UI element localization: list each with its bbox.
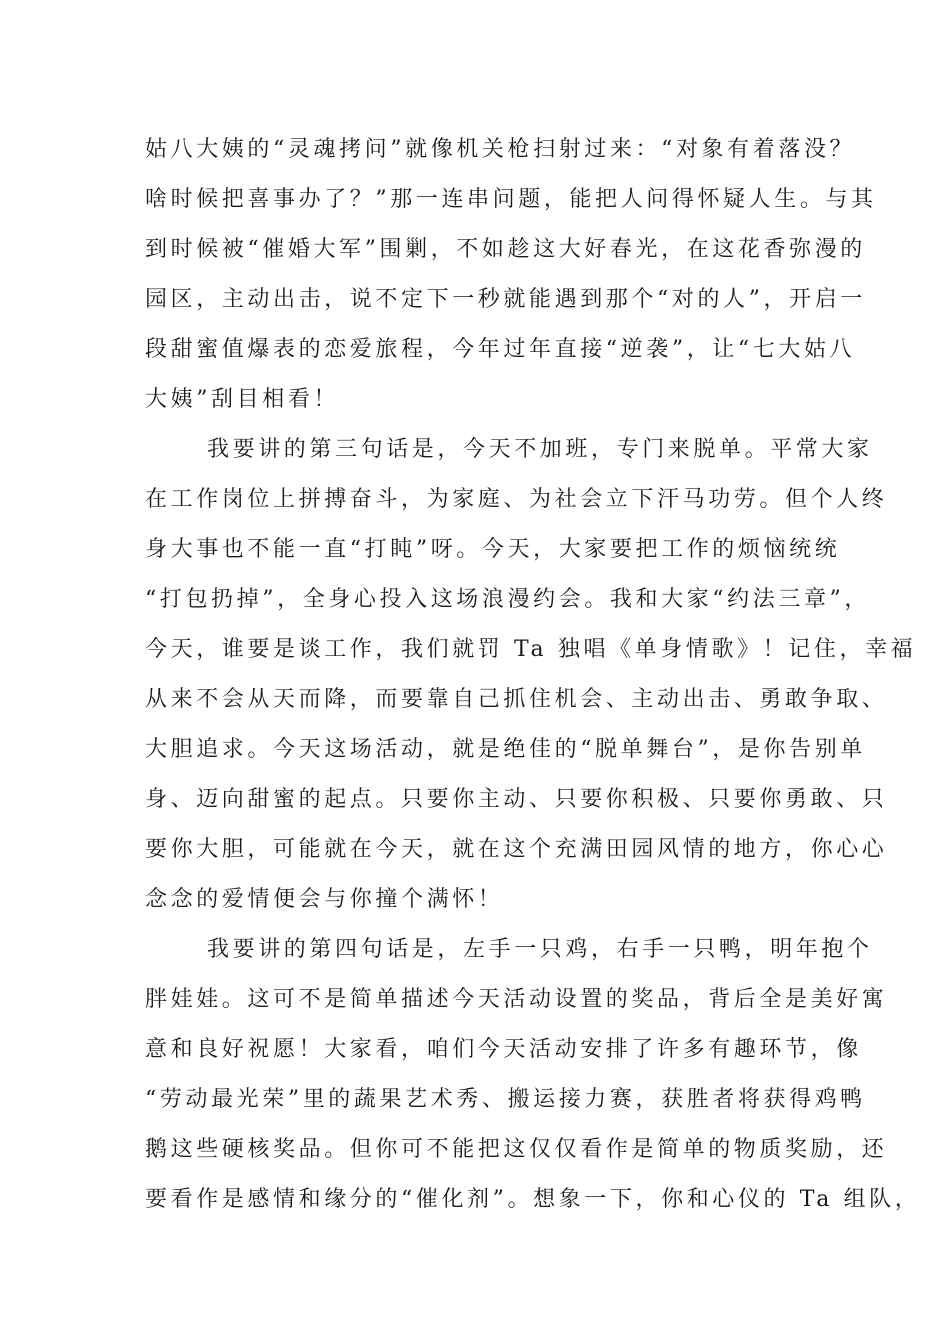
text-line: 要你大胆，可能就在今天，就在这个充满田园风情的地方，你心心 [145, 837, 888, 862]
text-line: 大姨”刮目相看！ [145, 387, 340, 412]
text-line: 大胆追求。今天这场活动，就是绝佳的“脱单舞台”，是你告别单 [145, 737, 866, 762]
paragraph-start-line: 我要讲的第四句话是，左手一只鸡，右手一只鸭，明年抱个 [207, 937, 873, 962]
text-line: 意和良好祝愿！大家看，咱们今天活动安排了许多有趣环节，像 [145, 1037, 862, 1062]
text-line: 今天，谁要是谈工作，我们就罚 Ta 独唱《单身情歌》！记住，幸福 [145, 637, 917, 662]
text-line: 啥时候把喜事办了？”那一连串问题，能把人问得怀疑人生。与其 [145, 187, 877, 212]
paragraph-start-line: 我要讲的第三句话是，今天不加班，专门来脱单。平常大家 [207, 437, 873, 462]
text-line: 在工作岗位上拼搏奋斗，为家庭、为社会立下汗马功劳。但个人终 [145, 487, 888, 512]
text-line: “劳动最光荣”里的蔬果艺术秀、搬运接力赛，获胜者将获得鸡鸭 [145, 1087, 866, 1112]
text-line: 从来不会从天而降，而要靠自己抓住机会、主动出击、勇敢争取、 [145, 687, 888, 712]
text-line: 鹅这些硬核奖品。但你可不能把这仅仅看作是简单的物质奖励，还 [145, 1137, 888, 1162]
text-line: 段甜蜜值爆表的恋爱旅程，今年过年直接“逆袭”，让“七大姑八 [145, 337, 856, 362]
text-line: 念念的爱情便会与你撞个满怀！ [145, 887, 504, 912]
text-line: “打包扔掉”，全身心投入这场浪漫约会。我和大家“约法三章”， [145, 587, 870, 612]
text-line: 到时候被“催婚大军”围剿，不如趁这大好春光，在这花香弥漫的 [145, 237, 866, 262]
text-line: 身、迈向甜蜜的起点。只要你主动、只要你积极、只要你勇敢、只 [145, 787, 888, 812]
text-line: 园区，主动出击，说不定下一秒就能遇到那个“对的人”，开启一 [145, 287, 866, 312]
text-line: 要看作是感情和缘分的“催化剂”。想象一下，你和心仪的 Ta 组队， [145, 1187, 921, 1212]
text-line: 姑八大姨的“灵魂拷问”就像机关枪扫射过来：“对象有着落没？ [145, 137, 856, 162]
text-line: 胖娃娃。这可不是简单描述今天活动设置的奖品，背后全是美好寓 [145, 987, 888, 1012]
text-line: 身大事也不能一直“打盹”呀。今天，大家要把工作的烦恼统统 [145, 537, 841, 562]
body-text [145, 130, 921, 1230]
